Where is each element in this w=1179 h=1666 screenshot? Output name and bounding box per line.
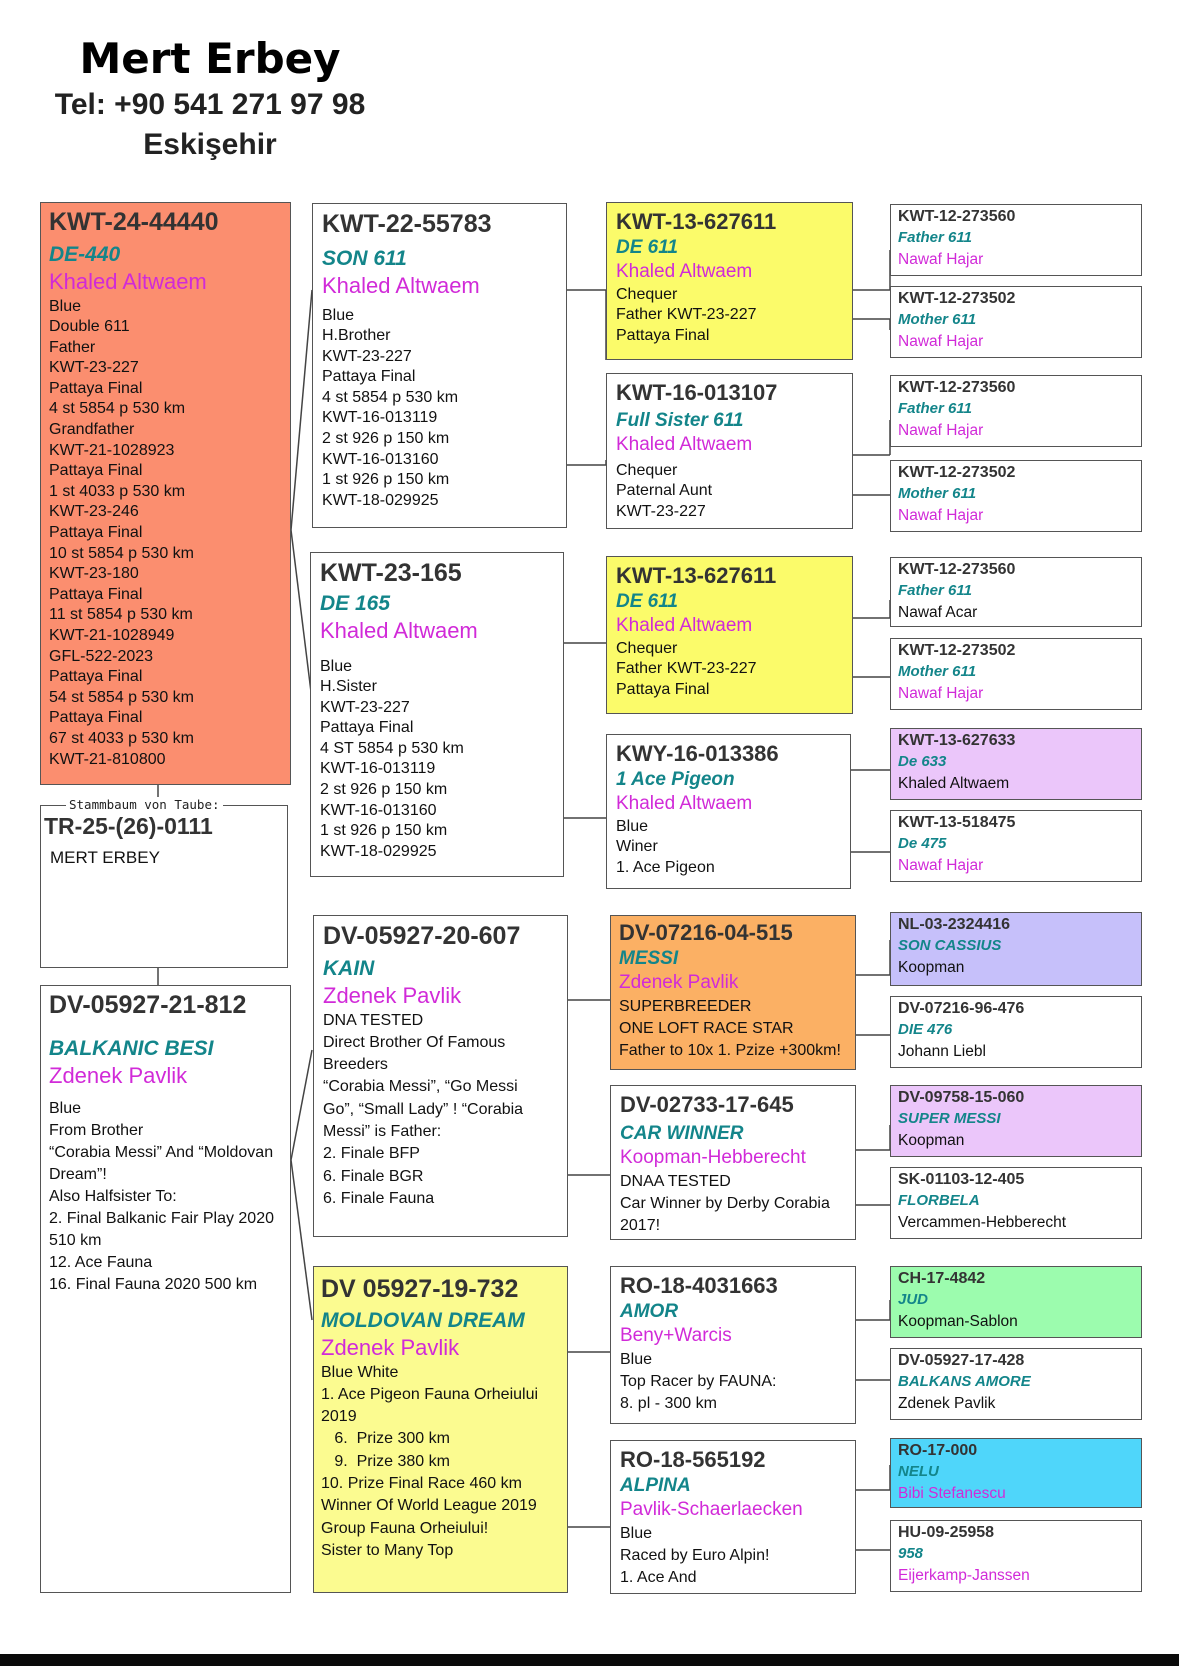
detail-line: Pattaya Final [49,585,143,603]
detail-line: KWT-16-013119 [320,760,436,778]
pigeon-name: Mother 611 [898,311,977,329]
gen4-card [890,557,1142,627]
ring-number: KWT-13-627633 [898,732,1016,749]
breeder: Koopman [898,1132,965,1150]
detail-line: Pattaya Final [616,326,710,344]
detail-line: KWT-23-227 [320,698,410,716]
detail-line: H.Brother [322,327,391,345]
detail-line: 2017! [620,1216,661,1234]
gen3-card [610,1266,856,1424]
gen4-card [890,286,1142,358]
detail-line: 67 st 4033 p 530 km [49,729,194,747]
ring-number: RO-17-000 [898,1442,978,1459]
gen4-card [890,1438,1142,1508]
gen3-card [610,915,856,1070]
pigeon-name: De 475 [898,835,947,853]
detail-line: Raced by Euro Alpin! [620,1546,770,1564]
detail-line: KWT-23-227 [49,359,139,377]
pigeon-name: KAIN [323,956,375,980]
gen4-card [890,728,1142,800]
gen3-card [606,734,851,889]
detail-line: Pattaya Final [49,524,143,542]
ring-number: KWY-16-013386 [616,741,779,766]
detail-line: 2019 [321,1408,357,1426]
pigeon-name: Father 611 [898,229,972,247]
breeder: Khaled Altwaem [320,618,478,643]
pigeon-name: Father 611 [898,582,972,600]
pigeon-name: NELU [898,1463,939,1481]
detail-line: KWT-21-1028923 [49,441,175,459]
breeder: Khaled Altwaem [616,434,753,456]
detail-line: 1 st 926 p 150 km [322,471,450,489]
gen2-card [310,552,564,877]
pigeon-name: MESSI [619,948,679,970]
gen4-card [890,204,1142,276]
detail-line: From Brother [49,1121,144,1139]
pigeon-name: De 633 [898,753,947,771]
detail-line: KWT-23-227 [616,502,706,520]
gen2-card [312,203,567,528]
dam-card [40,985,291,1593]
breeder: Zdenek Pavlik [898,1395,996,1413]
gen3-card [606,556,853,714]
ring-number: KWT-13-518475 [898,814,1016,831]
breeder: Khaled Altwaem [898,775,1010,793]
ring-number: DV-09758-15-060 [898,1089,1025,1106]
detail-line: Pattaya Final [322,368,416,386]
breeder: Nawaf Hajar [898,685,984,703]
breeder: Vercammen-Hebberecht [898,1214,1066,1232]
detail-line: Blue [49,1099,82,1117]
detail-line: Blue [620,1350,653,1368]
detail-line: Chequer [616,461,678,479]
ring-number: KWT-13-627611 [616,209,777,234]
ring-number: KWT-22-55783 [322,210,492,238]
pigeon-name: Mother 611 [898,485,977,503]
detail-line: 12. Ace Fauna [49,1253,153,1271]
pigeon-name: SON CASSIUS [898,937,1002,955]
pigeon-name: Father 611 [898,400,972,418]
ring-number: DV 05927-19-732 [321,1275,519,1303]
breeder: Johann Liebl [898,1043,986,1061]
detail-line: 10 st 5854 p 530 km [49,544,194,562]
ring-number: KWT-13-627611 [616,563,777,588]
detail-line: KWT-18-029925 [320,842,437,860]
gen4-card [890,638,1142,710]
breeder-city: Eskişehir [143,128,277,161]
dam-details [49,1098,282,1296]
detail-line: Blue [620,1524,653,1542]
ring-number: KWT-12-273502 [898,464,1016,481]
detail-line: 6. Finale Fauna [323,1189,435,1207]
pigeon-name: CAR WINNER [620,1123,744,1145]
pedigree-label: Stammbaum von Taube: [66,797,223,812]
detail-line: Pattaya Final [49,668,143,686]
detail-line: GFL-522-2023 [49,647,154,665]
detail-line: KWT-21-810800 [49,750,166,768]
sire-ring: KWT-24-44440 [49,208,219,236]
breeder: Nawaf Acar [898,604,978,622]
gen3-card [606,373,853,529]
pigeon-name: DIE 476 [898,1021,953,1039]
detail-line: 1. Ace And [620,1568,697,1586]
gen4-card [890,810,1142,882]
pigeon-name: DE 611 [616,591,678,613]
detail-line: Blue White [321,1363,399,1381]
detail-line: “Corabia Messi” And “Moldovan [49,1143,274,1161]
pigeon-name: JUD [898,1291,929,1309]
ring-number: KWT-16-013107 [616,380,778,405]
ring-number: KWT-12-273502 [898,290,1016,307]
detail-line: “Corabia Messi”, “Go Messi [323,1078,518,1096]
detail-line: 2. Final Balkanic Fair Play 2020 [49,1209,274,1227]
detail-line: Pattaya Final [49,462,143,480]
detail-line: Car Winner by Derby Corabia [620,1194,830,1212]
gen4-card [890,996,1142,1068]
breeder: Khaled Altwaem [322,273,480,298]
breeder: Koopman-Sablon [898,1313,1018,1331]
pigeon-name: BALKANS AMORE [898,1373,1031,1391]
breeder: Khaled Altwaem [616,261,753,283]
detail-line: 510 km [49,1231,102,1249]
ring-number: KWT-12-273502 [898,642,1016,659]
sire-details [49,297,282,771]
pigeon-name: 1 Ace Pigeon [616,769,735,791]
detail-line: Group Fauna Orheiului! [321,1519,489,1537]
detail-line: 6. Finale BGR [323,1167,424,1185]
gen4-card [890,1167,1142,1239]
breeder: Eijerkamp-Janssen [898,1567,1030,1585]
pigeon-name: SON 611 [322,246,407,270]
pigeon-name: SUPER MESSI [898,1110,1001,1128]
pigeon-name: FLORBELA [898,1192,980,1210]
breeder: Nawaf Hajar [898,251,984,269]
detail-line: Top Racer by FAUNA: [620,1372,777,1390]
pigeon-name: Full Sister 611 [616,410,744,432]
ring-number: HU-09-25958 [898,1524,995,1541]
ring-number: NL-03-2324416 [898,916,1011,933]
ring-number: KWT-12-273560 [898,379,1016,396]
detail-line: Blue [322,306,355,324]
detail-line: Winer [616,838,658,856]
breeder: Koopman [898,959,965,977]
pigeon-name: ALPINA [620,1475,691,1497]
detail-line: KWT-23-227 [322,347,412,365]
detail-line: Blue [49,297,82,315]
detail-line: Chequer [616,639,678,657]
ring-number: KWT-12-273560 [898,561,1016,578]
detail-line: Pattaya Final [616,680,710,698]
detail-line: H.Sister [320,678,377,696]
gen4-card [890,375,1142,447]
ring-number: SK-01103-12-405 [898,1171,1025,1188]
detail-line: Direct Brother Of Famous [323,1033,506,1051]
gen4-card [890,912,1142,986]
detail-line: 9. Prize 380 km [321,1452,450,1470]
gen4-card [890,1348,1142,1420]
detail-line: Chequer [616,285,678,303]
detail-line: Breeders [323,1056,388,1074]
breeder: Nawaf Hajar [898,333,984,351]
detail-line: KWT-23-180 [49,565,139,583]
breeder: Pavlik-Schaerlaecken [620,1499,803,1521]
gen2-card [313,915,568,1237]
breeder: Beny+Warcis [620,1325,732,1347]
detail-line: 4 st 5854 p 530 km [322,388,459,406]
ring-number: CH-17-4842 [898,1270,986,1287]
ring-number: DV-02733-17-645 [620,1092,794,1117]
detail-line: Go”, “Small Lady” ! “Corabia [323,1100,524,1118]
breeder: Nawaf Hajar [898,507,984,525]
detail-line: Dream”! [49,1165,107,1183]
gen4-card [890,1520,1142,1592]
detail-line: DNAA TESTED [620,1172,731,1190]
gen3-card [606,202,853,360]
breeder: Koopman-Hebberecht [620,1147,806,1169]
detail-line: Father [49,338,96,356]
ring-number: RO-18-565192 [620,1447,766,1472]
detail-line: ONE LOFT RACE STAR [619,1019,794,1037]
detail-line: 8. pl - 300 km [620,1394,717,1412]
detail-line: KWT-16-013160 [320,801,437,819]
detail-line: KWT-16-013160 [322,450,439,468]
detail-line: Pattaya Final [320,719,414,737]
pedigree-id: TR-25-(26)-0111 [44,813,213,839]
breeder: Zdenek Pavlik [619,972,739,994]
detail-line: DNA TESTED [323,1011,424,1029]
pigeon-name: DE 165 [320,591,391,615]
pigeon-name: Mother 611 [898,663,977,681]
detail-line: Paternal Aunt [616,482,713,500]
detail-line: SUPERBREEDER [619,997,752,1015]
detail-line: Messi” is Father: [323,1122,442,1140]
dam-name: BALKANIC BESI [49,1036,214,1060]
gen4-card [890,1085,1142,1157]
breeder-name: Mert Erbey [79,34,341,83]
breeder: Nawaf Hajar [898,422,984,440]
bottom-edge-bar [0,1654,1179,1666]
detail-line: Pattaya Final [49,709,143,727]
pigeon-name: DE 611 [616,237,678,259]
detail-line: 11 st 5854 p 530 km [49,606,193,624]
detail-line: 16. Final Fauna 2020 500 km [49,1275,258,1293]
gen3-card [610,1440,856,1594]
breeder: Khaled Altwaem [616,793,753,815]
detail-line: Blue [616,817,649,835]
breeder: Zdenek Pavlik [323,983,462,1008]
detail-line: 54 st 5854 p 530 km [49,688,194,706]
breeder: Bibi Stefanescu [898,1485,1006,1503]
detail-line: Winner Of World League 2019 [321,1497,537,1515]
pedigree-owner: MERT ERBEY [50,848,160,867]
ring-number: KWT-12-273560 [898,208,1016,225]
breeder: Zdenek Pavlik [321,1335,460,1360]
detail-line: 2. Finale BFP [323,1145,420,1163]
breeder: Nawaf Hajar [898,857,984,875]
detail-line: KWT-23-246 [49,503,139,521]
gen2-card [313,1266,568,1593]
ring-number: DV-05927-20-607 [323,922,521,950]
detail-line: Pattaya Final [49,379,143,397]
detail-line: KWT-18-029925 [322,491,439,509]
ring-number: RO-18-4031663 [620,1273,778,1298]
detail-line: Father to 10x 1. Pzize +300km! [619,1041,841,1059]
detail-line: 1 st 4033 p 530 km [49,482,186,500]
detail-line: 1. Ace Pigeon [616,858,715,876]
dam-ring: DV-05927-21-812 [49,991,247,1019]
detail-line: KWT-21-1028949 [49,627,175,644]
detail-line: 4 st 5854 p 530 km [49,400,186,418]
detail-line: Sister to Many Top [321,1541,454,1559]
detail-line: 1 st 926 p 150 km [320,822,448,840]
sire-owner: Khaled Altwaem [49,269,207,294]
pigeon-name: MOLDOVAN DREAM [321,1308,525,1332]
detail-line: 4 ST 5854 p 530 km [320,739,464,757]
dam-owner: Zdenek Pavlik [49,1063,188,1088]
breeder: Khaled Altwaem [616,615,753,637]
detail-line: 6. Prize 300 km [321,1430,450,1448]
detail-line: 2 st 926 p 150 km [322,430,450,448]
detail-line: Grandfather [49,421,135,439]
detail-line: Also Halfsister To: [49,1187,177,1205]
gen4-card [890,460,1142,532]
sire-name: DE-440 [49,242,121,266]
ring-number: DV-07216-96-476 [898,1000,1025,1017]
detail-line: Blue [320,657,353,675]
breeder-phone: Tel: +90 541 271 97 98 [54,88,366,121]
pigeon-name: 958 [898,1545,924,1563]
detail-line: 1. Ace Pigeon Fauna Orheiului [321,1385,539,1403]
detail-line: 2 st 926 p 150 km [320,781,448,799]
gen4-card [890,1266,1142,1338]
detail-line: KWT-16-013119 [322,409,438,427]
sire-card [40,202,291,785]
ring-number: DV-07216-04-515 [619,920,793,945]
detail-line: Father KWT-23-227 [616,660,757,678]
ring-number: DV-05927-17-428 [898,1352,1025,1369]
ring-number: KWT-23-165 [320,559,462,587]
gen3-card [610,1085,856,1240]
pigeon-name: AMOR [620,1301,679,1323]
detail-line: Father KWT-23-227 [616,306,757,324]
detail-line: Double 611 [49,318,130,336]
detail-line: 10. Prize Final Race 460 km [321,1474,522,1492]
